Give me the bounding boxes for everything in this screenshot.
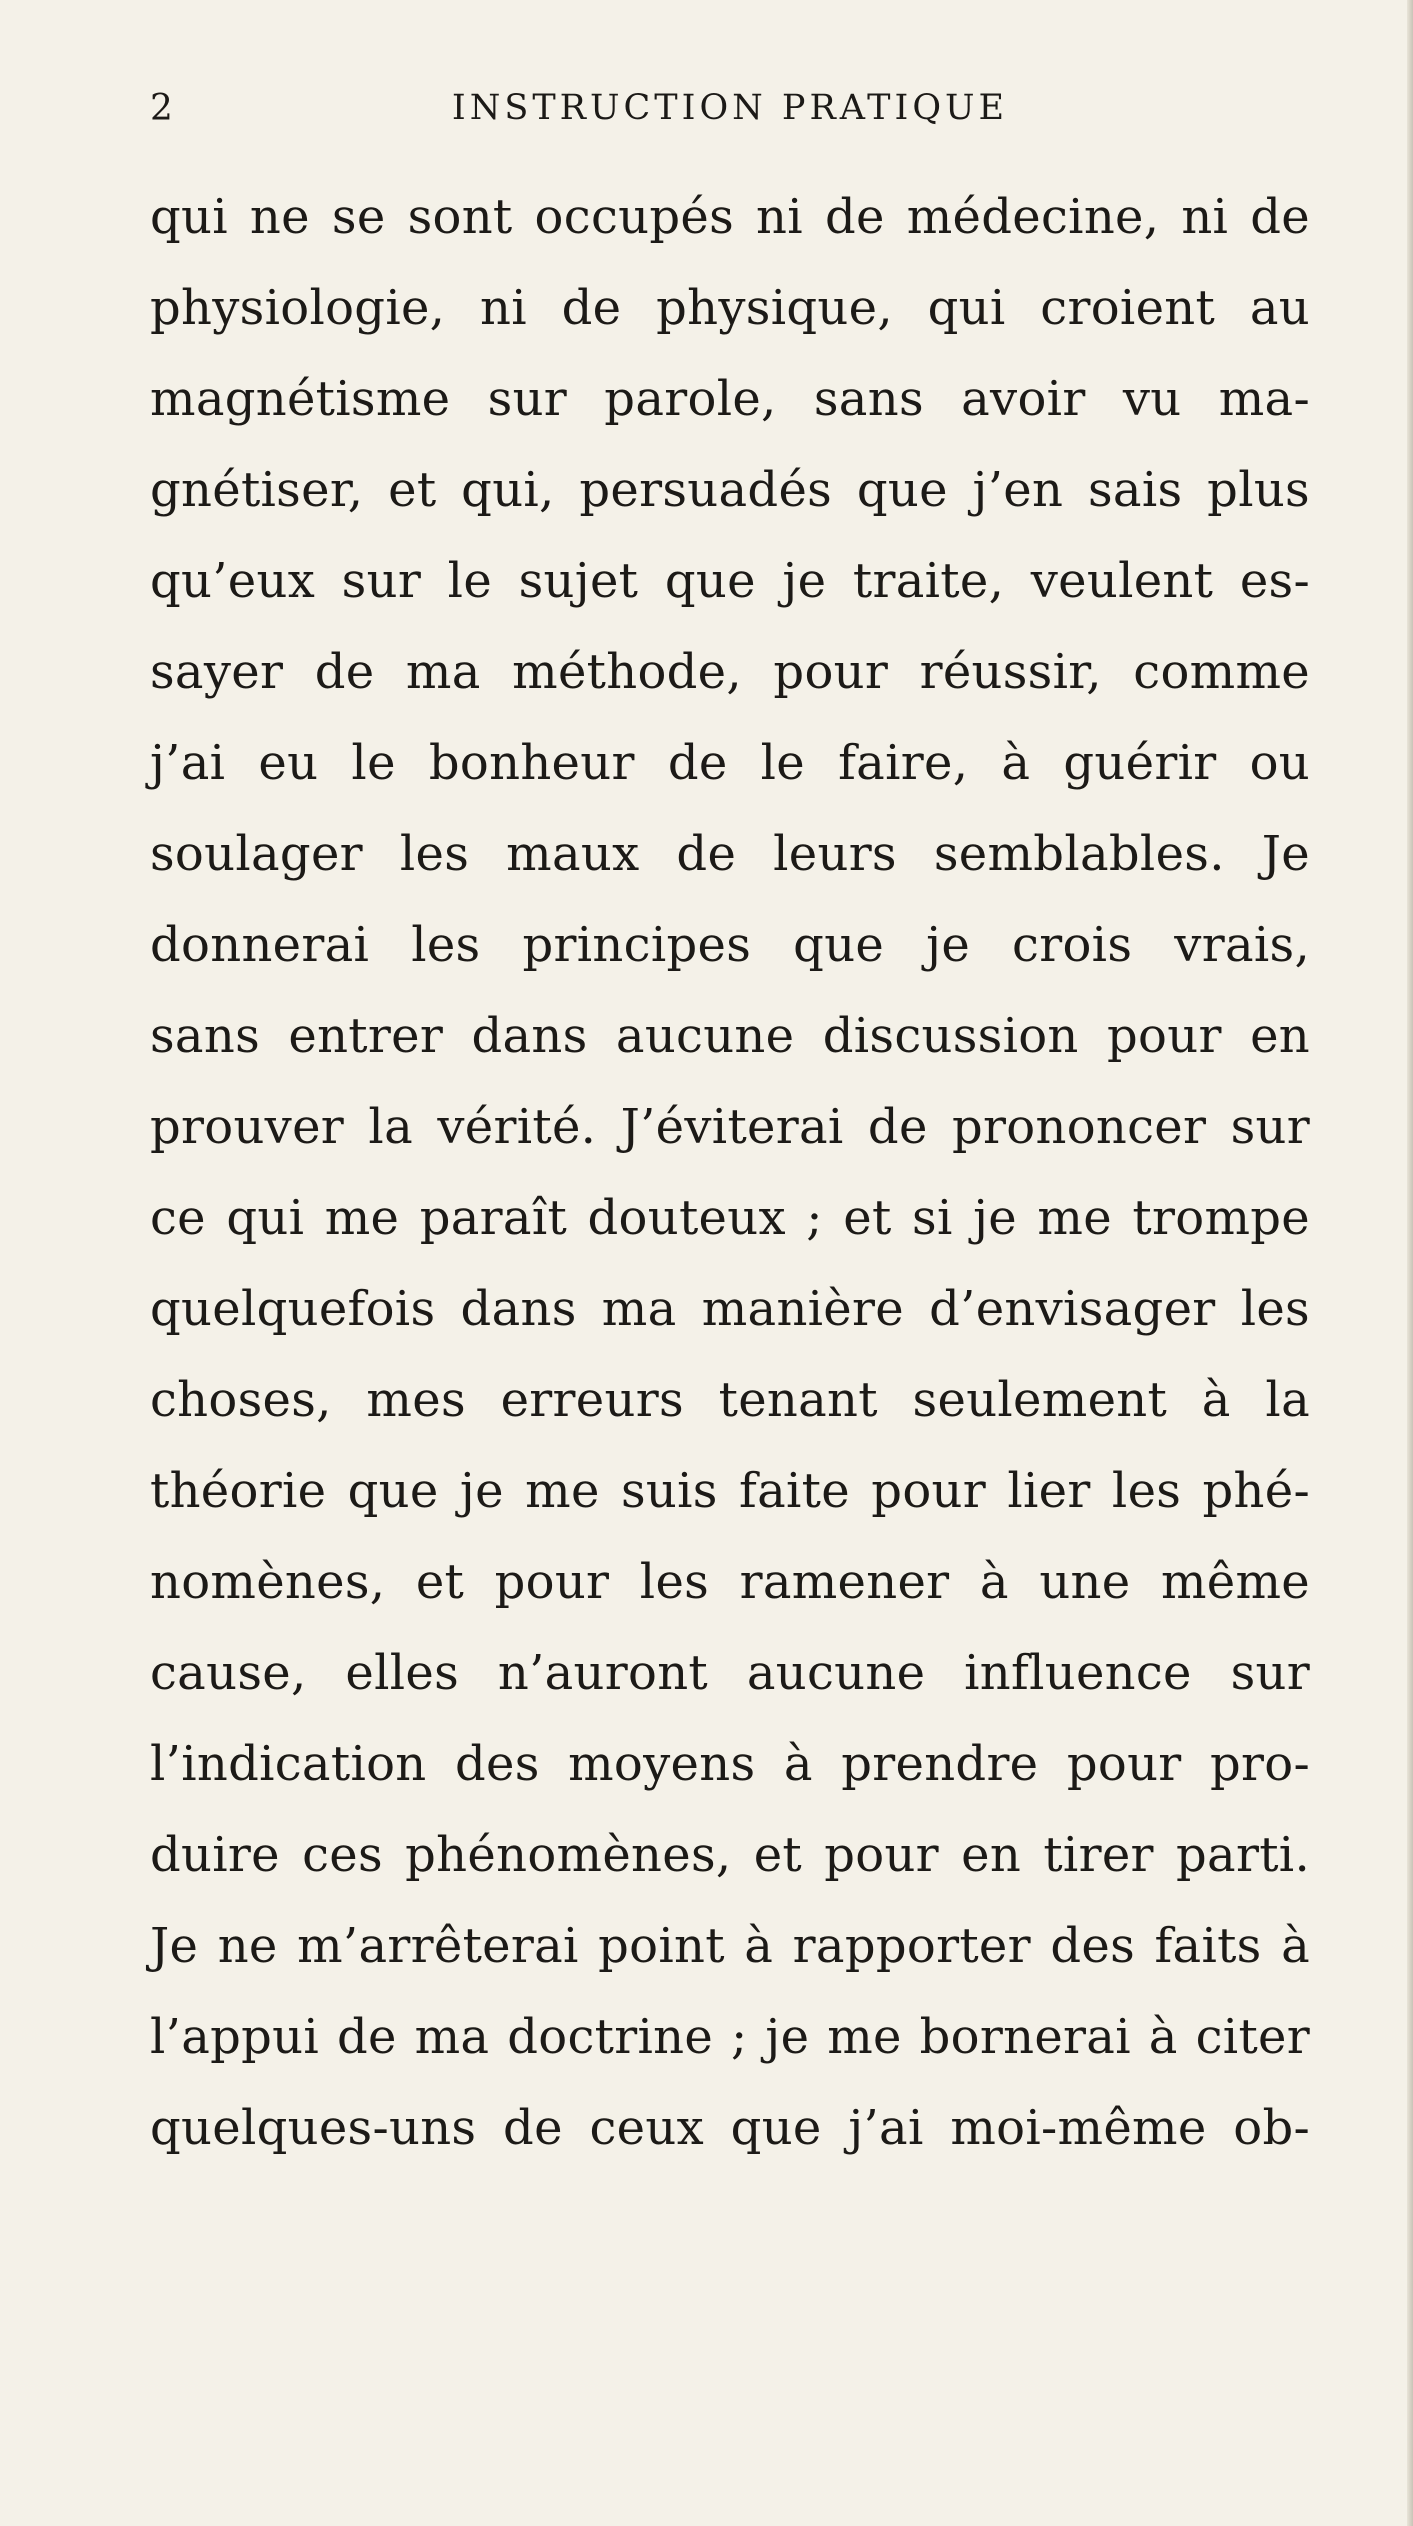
text-line: quelquefois dans ma manière d’envisager les — [150, 1281, 1310, 1337]
running-head: INSTRUCTION PRATIQUE — [451, 88, 1009, 128]
text-line: ce qui me paraît douteux ; et si je me trompe — [150, 1190, 1310, 1246]
text-line: duire ces phénomènes, et pour en tirer parti. — [150, 1827, 1310, 1883]
text-line: magnétisme sur parole, sans avoir vu ma- — [150, 371, 1310, 427]
text-line: l’appui de ma doctrine ; je me bornerai à citer — [150, 2009, 1310, 2065]
text-line: l’indication des moyens à prendre pour pro- — [150, 1736, 1310, 1792]
page-number: 2 — [150, 88, 174, 129]
text-line: soulager les maux de leurs semblables. Je — [150, 826, 1310, 882]
text-line: qu’eux sur le sujet que je traite, veulent es- — [150, 553, 1310, 609]
page-edge — [1407, 0, 1413, 2526]
text-line: prouver la vérité. J’éviterai de prononcer sur — [150, 1099, 1310, 1155]
text-line: Je ne m’arrêterai point à rapporter des faits à — [150, 1918, 1310, 1974]
text-line: gnétiser, et qui, persuadés que j’en sais plus — [150, 462, 1310, 518]
text-line: cause, elles n’auront aucune influence sur — [150, 1645, 1310, 1701]
text-line: sans entrer dans aucune discussion pour en — [150, 1008, 1310, 1064]
text-line: sayer de ma méthode, pour réussir, comme — [150, 644, 1310, 700]
text-line: donnerai les principes que je crois vrais, — [150, 917, 1310, 973]
text-line: choses, mes erreurs tenant seulement à la — [150, 1372, 1310, 1428]
text-line: j’ai eu le bonheur de le faire, à guérir ou — [150, 735, 1310, 791]
body-text — [150, 172, 1310, 2174]
text-line: nomènes, et pour les ramener à une même — [150, 1554, 1310, 1610]
text-line: quelques-uns de ceux que j’ai moi-même ob- — [150, 2100, 1310, 2156]
text-line: physiologie, ni de physique, qui croient au — [150, 280, 1310, 336]
text-line: théorie que je me suis faite pour lier les phé- — [150, 1463, 1310, 1519]
page-header — [150, 88, 1310, 138]
text-line: qui ne se sont occupés ni de médecine, ni de — [150, 189, 1310, 245]
